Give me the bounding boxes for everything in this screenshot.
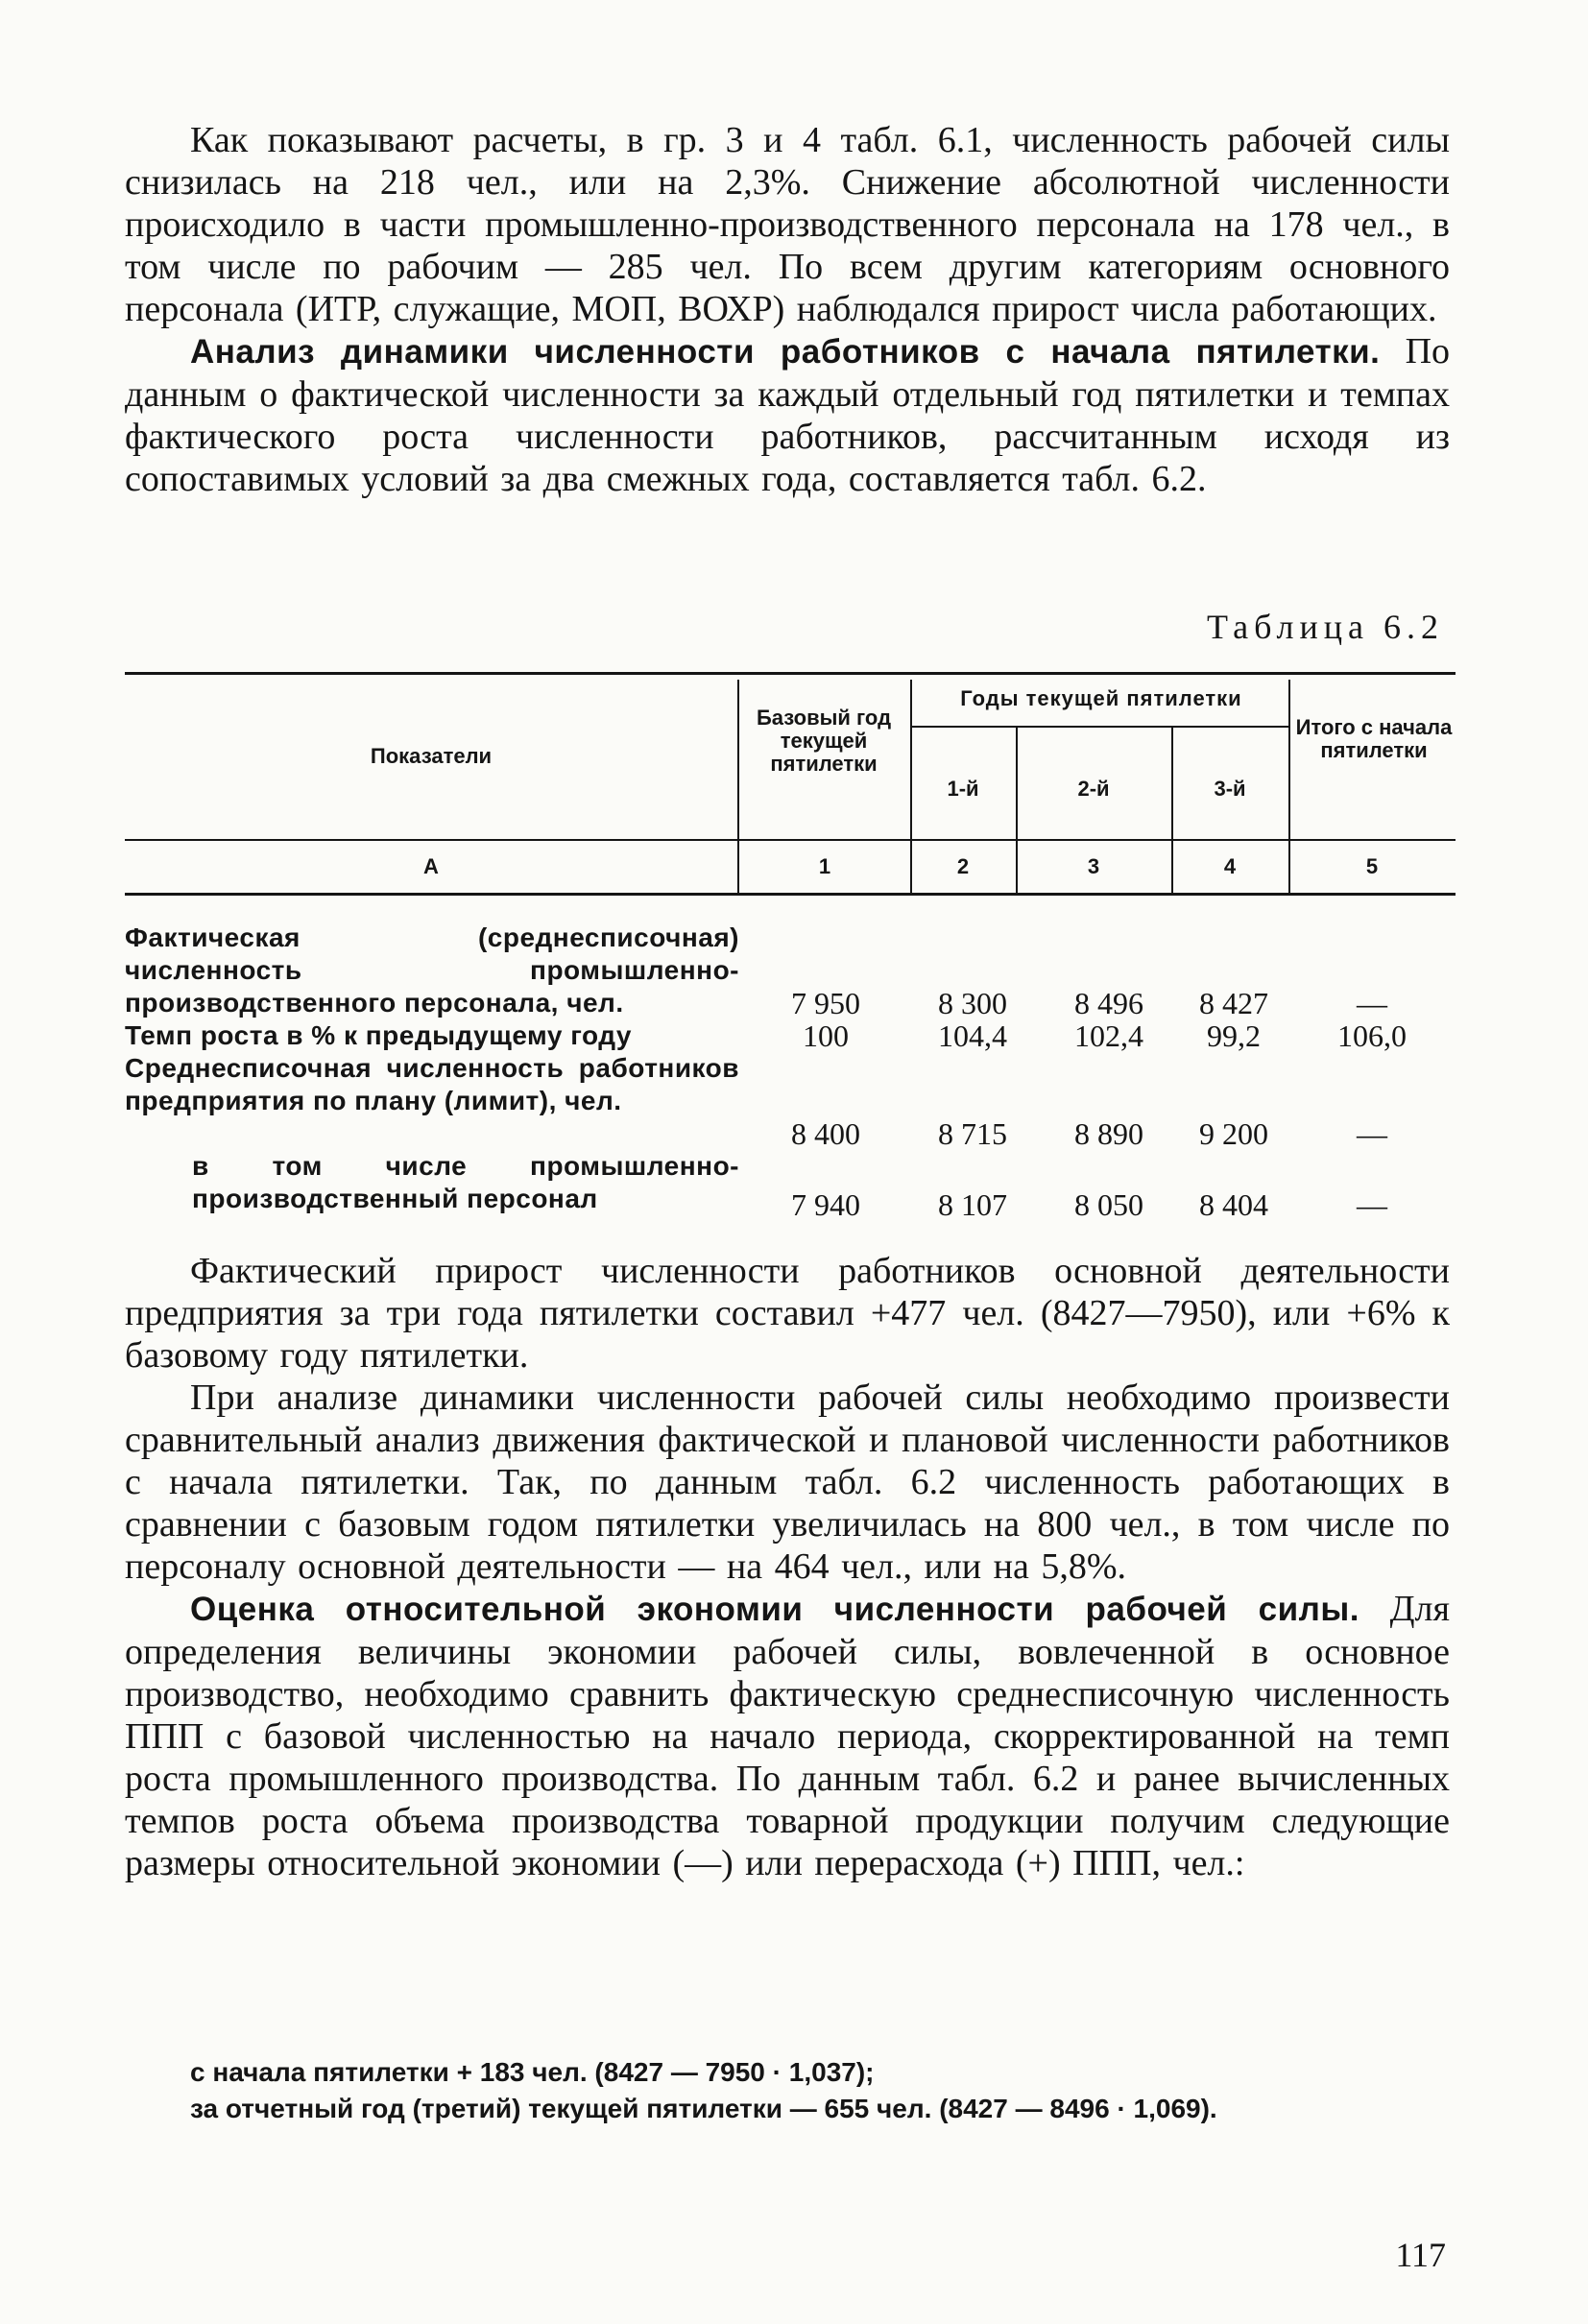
header-year-3: 3-й [1214,777,1246,801]
after-table-text [125,1250,1450,1884]
cell-y3: 8 427 [1199,986,1268,1020]
cell-y1: 8 300 [938,986,1007,1020]
table-header-rule [125,839,1456,841]
header-total: Итого с начала пятилетки [1295,715,1453,762]
cell-base: 100 [803,1018,849,1053]
col-number-a: А [423,854,439,878]
cell-y2: 8 890 [1074,1116,1143,1151]
cell-total: — [1357,1116,1387,1151]
cell-y2: 8 496 [1074,986,1143,1020]
row-label: Среднесписочная численность работников предприятия по плану (лимит), чел. [125,1053,739,1115]
paragraph-economy-text: Для определения величины экономии рабочей силы, вовлеченной в основное производство, необходимо сравнить фактическую среднесписочную численность ППП с базовой численностью на начало периода, скорректированной на темп роста промышленного производства. По данным табл. 6.2 и ранее вычисленных темпов роста объема производства товарной продукции получим следующие размеры относительной экономии (—) или перерасхода (+) ППП, чел.: [125,1589,1450,1883]
paragraph-growth: Фактический прирост численности работников основной деятельности предприятия за три года пятилетки составил +477 чел. (8427—7950), или +6% к базовому году пятилетки. [125,1251,1450,1376]
cell-y3: 99,2 [1207,1018,1261,1053]
table-top-rule [125,672,1456,675]
header-indicators: Показатели [370,744,493,768]
cell-y2: 102,4 [1074,1018,1143,1053]
cell-y3: 8 404 [1199,1187,1268,1222]
intro-paragraph-2-text: По данным о фактической численности за каждый отдельный год пятилетки и темпах фактического роста численности работников, рассчитанным исходя из сопоставимых условий за два смежных года, составляется табл. 6.2. [125,331,1451,499]
header-year-1: 1-й [947,777,979,801]
row-label: в том числе промышленно-производственный персонал [192,1151,739,1213]
page-number: 117 [1395,2236,1446,2274]
cell-y2: 8 050 [1074,1187,1143,1222]
cell-total: — [1357,986,1387,1020]
paragraph-comparison: При анализе динамики численности рабочей силы необходимо произвести сравнительный анализ движения фактической и плановой численности работников с начала пятилетки. Так, по данным табл. 6.2 численность работающих в сравнении с базовым годом пятилетки увеличилась на 800 чел., в том числе по персоналу основной деятельности — на 464 чел., или на 5,8%. [125,1378,1450,1587]
formula-line-2: за отчетный год (третий) текущей пятилетки — 655 чел. (8427 — 8496 · 1,069). [190,2094,1217,2123]
cell-y1: 104,4 [938,1018,1007,1053]
header-year-2: 2-й [1077,777,1110,801]
cell-y3: 9 200 [1199,1116,1268,1151]
section-heading-economy: Оценка относительной экономии численности рабочей силы. [190,1591,1359,1628]
table-caption: Таблица 6.2 [1207,608,1444,646]
cell-total: — [1357,1187,1387,1222]
cell-base: 7 950 [791,986,860,1020]
section-heading-dynamics: Анализ динамики численности работников с начала пятилетки. [190,333,1381,371]
paragraph-economy [125,1588,1450,1884]
intro-paragraph-1: Как показывают расчеты, в гр. 3 и 4 табл. 6.1, численность рабочей силы снизилась на 218 чел., или на 2,3%. Снижение абсолютной численности происходило в части промышленно-производственного персонала на 178 чел., в том числе по рабочим — 285 чел. По всем другим категориям основного персонала (ИТР, служащие, МОП, ВОХР) наблюдался прирост числа работающих. [125,120,1450,329]
col-number-1: 1 [818,854,831,878]
row-label: Фактическая (среднесписочная) численность промышленно-производственного персонала, чел. [125,922,739,1018]
row-label: Темп роста в % к предыдущему году [125,1020,632,1050]
formula-block [190,2054,1457,2127]
intro-text [125,119,1450,500]
intro-paragraph-2 [125,330,1450,500]
cell-y1: 8 715 [938,1116,1007,1151]
col-number-5: 5 [1365,854,1379,878]
cell-y1: 8 107 [938,1187,1007,1222]
years-group-rule [910,726,1288,728]
cell-base: 8 400 [791,1116,860,1151]
table-numbers-rule [125,893,1456,896]
cell-total: 106,0 [1337,1018,1407,1053]
formula-line-1: с начала пятилетки + 183 чел. (8427 — 7950 · 1,037); [190,2057,875,2087]
col-number-3: 3 [1087,854,1100,878]
header-base-year: Базовый год текущей пятилетки [756,706,892,776]
col-number-2: 2 [956,854,970,878]
header-years-group: Годы текущей пятилетки [960,686,1242,710]
cell-base: 7 940 [791,1187,860,1222]
col-number-4: 4 [1223,854,1237,878]
